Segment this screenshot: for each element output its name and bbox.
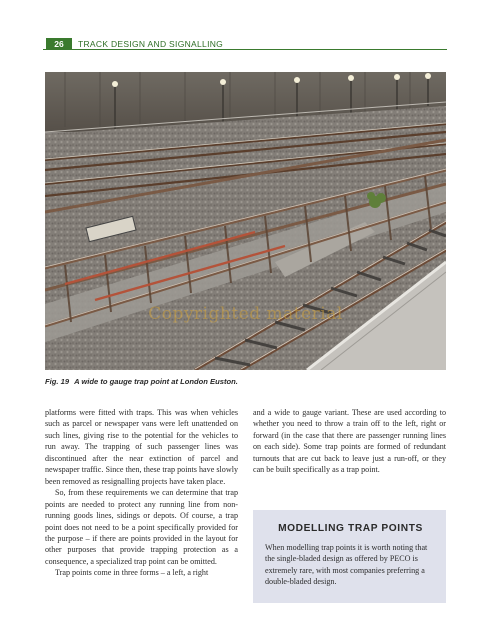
paragraph: Trap points come in three forms – a left, a right: [55, 568, 209, 578]
paragraph: platforms were fitted with traps. This was when vehicles such as parcel or newspaper vans were left unattended on such lines, giving rise to the potential for the vehicles to run away. The trapping of such passenger lines was discontinued after the near extinction of parcel and newspaper traffic. Since then, these trap points have slowly been removed as resignalling projects have taken place.: [45, 408, 238, 486]
caption-text: A wide to gauge trap point at London Euston.: [74, 377, 238, 386]
page-header: [43, 38, 447, 52]
box-text: When modelling trap points it is worth noting that the single-bladed design as offered by PECO is extremely rare, with most companies preferring a double-bladed design.: [265, 543, 428, 587]
body-column-right: [253, 407, 446, 476]
page-number: 26: [46, 38, 72, 50]
caption-label: Fig. 19: [45, 377, 70, 386]
sidebar-box: [253, 510, 446, 603]
railway-track-illustration: [45, 72, 446, 370]
paragraph: So, from these requirements we can determine that trap points are needed to protect any running line from non-running goods lines, sidings or depots. Of course, a trap point does not need to be a point specifically provided for the purpose – if there are points provided in the layout for other purposes that provide trapping protection as a consequence, a specialized trap point can be omitted.: [45, 488, 238, 566]
box-title: MODELLING TRAP POINTS: [278, 523, 423, 534]
figure-caption: [45, 377, 446, 386]
header-rule: [43, 49, 447, 50]
paragraph: and a wide to gauge variant. These are used according to whether you need to throw a train off to the left, right or forward (in the case that there are passenger running lines on each side). Some trap points are formed of redundant turnouts that are cut back to leave just a run-off, or they can be built specifically as a trap point.: [253, 408, 446, 475]
figure-photo: [45, 72, 446, 370]
body-column-left: [45, 407, 238, 579]
watermark-text: Copyrighted material: [148, 304, 343, 324]
running-head: TRACK DESIGN AND SIGNALLING: [78, 39, 224, 49]
